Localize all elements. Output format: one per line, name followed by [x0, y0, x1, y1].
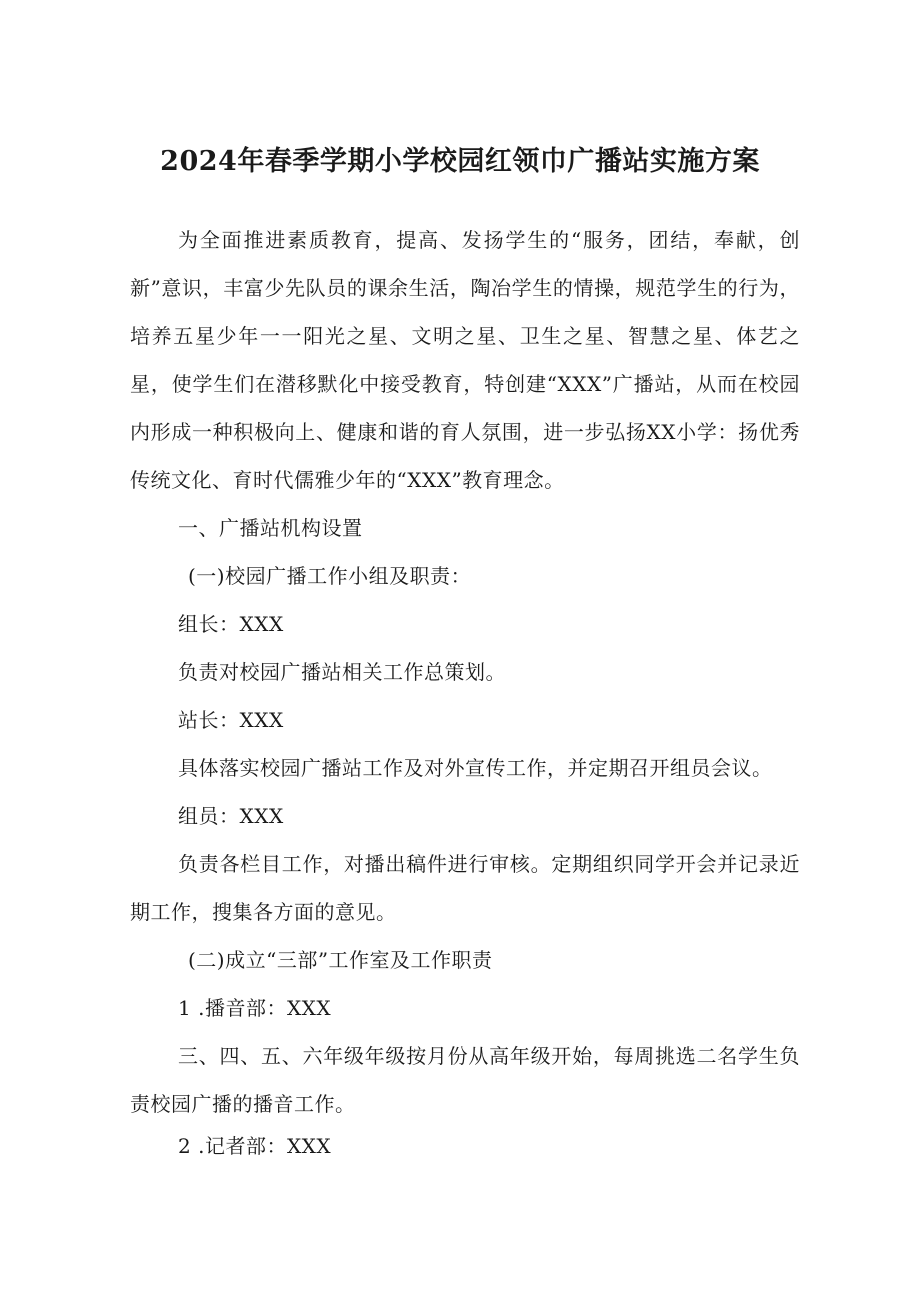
subsection-heading-2: (二)成立“三部”工作室及工作职责 — [188, 948, 493, 972]
member-line: 组员：XXX — [178, 804, 284, 828]
leader-duty: 负责对校园广播站相关工作总策划。 — [178, 660, 506, 684]
section-heading-1: 一、广播站机构设置 — [178, 516, 363, 540]
document-title: 2024年春季学期小学校园红领巾广播站实施方案 — [160, 146, 760, 177]
station-head-line: 站长：XXX — [178, 708, 284, 732]
document-body — [130, 216, 800, 1164]
intro-paragraph: 为全面推进素质教育，提高、发扬学生的“服务，团结，奉献，创新”意识，丰富少先队员的课余生活，陶冶学生的情操，规范学生的行为，培养五星少年一一阳光之星、文明之星、卫生之星、智慧之星、体艺之星，使学生们在潜移默化中接受教育，特创建“XXX”广播站，从而在校园内形成一种积极向上、健康和谐的育人氛围，进一步弘扬XX小学：扬优秀传统文化、育时代儒雅少年的“XXX”教育理念。 — [130, 228, 800, 492]
station-head-duty: 具体落实校园广播站工作及对外宣传工作，并定期召开组员会议。 — [178, 756, 773, 780]
dept-broadcast-line: 1 .播音部：XXX — [178, 996, 332, 1020]
dept-reporter-line: 2 .记者部：XXX — [178, 1134, 332, 1158]
leader-line: 组长：XXX — [178, 612, 284, 636]
subsection-heading-1: (一)校园广播工作小组及职责： — [188, 564, 472, 588]
dept-broadcast-duty: 三、四、五、六年级年级按月份从高年级开始，每周挑选二名学生负责校园广播的播音工作。 — [130, 1044, 800, 1116]
member-duty: 负责各栏目工作，对播出稿件进行审核。定期组织同学开会并记录近期工作，搜集各方面的意见。 — [130, 852, 800, 924]
